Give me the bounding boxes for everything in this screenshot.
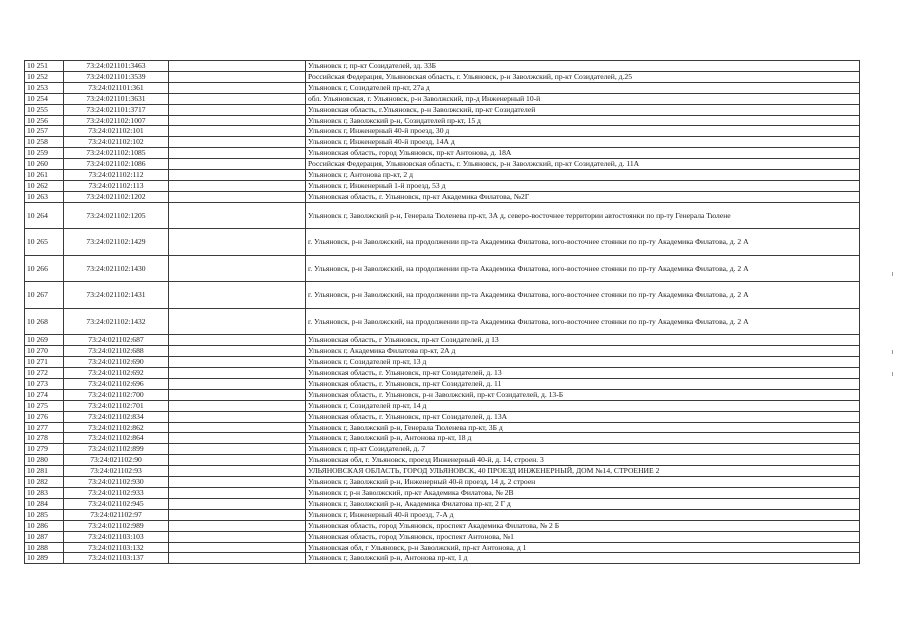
cadastral-number-cell: 73:24:021102:1086: [64, 159, 169, 170]
cadastral-number-cell: 73:24:021102:989: [64, 520, 169, 531]
empty-cell: [169, 148, 306, 159]
row-number-cell: 10 257: [25, 126, 64, 137]
table-row: [25, 126, 860, 137]
empty-cell: [169, 422, 306, 433]
address-cell: Российская Федерация, Ульяновская область, г. Ульяновск, р-н Заволжский, пр-кт Созидателей, д.25: [306, 71, 860, 82]
empty-cell: [169, 115, 306, 126]
row-number-cell: 10 264: [25, 202, 64, 229]
row-number-cell: 10 271: [25, 357, 64, 368]
table-row: [25, 170, 860, 181]
row-number-cell: 10 261: [25, 170, 64, 181]
scan-mark: [892, 350, 893, 354]
table-row: [25, 498, 860, 509]
address-cell: Ульяновская область, город Ульяновск, пр-кт Антонова, д. 18А: [306, 148, 860, 159]
address-cell: Ульяновск г, Заволжский р-н, Созидателей пр-кт, 15 д: [306, 115, 860, 126]
cadastral-number-cell: 73:24:021102:864: [64, 433, 169, 444]
table-row: [25, 148, 860, 159]
table-row: [25, 509, 860, 520]
row-number-cell: 10 253: [25, 82, 64, 93]
row-number-cell: 10 260: [25, 159, 64, 170]
row-number-cell: 10 276: [25, 411, 64, 422]
cadastral-number-cell: 73:24:021102:97: [64, 509, 169, 520]
row-number-cell: 10 255: [25, 104, 64, 115]
empty-cell: [169, 520, 306, 531]
address-cell: Ульяновск г, Заволжский р-н, Генерала Тюленева пр-кт, 3А д, северо-восточнее территории автостоянки по пр-ту Генерала Тюлене: [306, 202, 860, 229]
cadastral-number-cell: 73:24:021102:899: [64, 444, 169, 455]
address-cell: Ульяновская область, г. Ульяновск, пр-кт Академика Филатова, №2Г: [306, 191, 860, 202]
table-row: [25, 346, 860, 357]
row-number-cell: 10 254: [25, 93, 64, 104]
row-number-cell: 10 284: [25, 498, 64, 509]
cadastral-number-cell: 73:24:021102:692: [64, 368, 169, 379]
row-number-cell: 10 283: [25, 487, 64, 498]
row-number-cell: 10 289: [25, 553, 64, 564]
empty-cell: [169, 282, 306, 309]
cadastral-number-cell: 73:24:021101:3463: [64, 61, 169, 72]
table-row: [25, 61, 860, 72]
table-row: [25, 93, 860, 104]
row-number-cell: 10 285: [25, 509, 64, 520]
cadastral-number-cell: 73:24:021102:113: [64, 180, 169, 191]
address-cell: Ульяновск г, Инженерный 40-й проезд, 14А д: [306, 137, 860, 148]
row-number-cell: 10 275: [25, 400, 64, 411]
row-number-cell: 10 288: [25, 542, 64, 553]
row-number-cell: 10 266: [25, 255, 64, 282]
empty-cell: [169, 400, 306, 411]
cadastral-number-cell: 73:24:021103:132: [64, 542, 169, 553]
row-number-cell: 10 274: [25, 389, 64, 400]
cadastral-number-cell: 73:24:021102:1432: [64, 308, 169, 335]
cadastral-number-cell: 73:24:021102:1202: [64, 191, 169, 202]
table-row: [25, 82, 860, 93]
cadastral-number-cell: 73:24:021103:103: [64, 531, 169, 542]
row-number-cell: 10 269: [25, 335, 64, 346]
address-cell: обл. Ульяновская, г. Ульяновск, р-н Заволжский, пр-д Инженерный 10-й: [306, 93, 860, 104]
empty-cell: [169, 61, 306, 72]
empty-cell: [169, 498, 306, 509]
empty-cell: [169, 308, 306, 335]
row-number-cell: 10 259: [25, 148, 64, 159]
row-number-cell: 10 258: [25, 137, 64, 148]
table-row: [25, 191, 860, 202]
empty-cell: [169, 137, 306, 148]
address-cell: г. Ульяновск, р-н Заволжский, на продолжении пр-та Академика Филатова, юго-восточнее стоянки по пр-ту Академика Филатова, д. 2 А: [306, 308, 860, 335]
cadastral-number-cell: 73:24:021102:690: [64, 357, 169, 368]
table-row: [25, 378, 860, 389]
address-cell: Ульяновск г, Заволжский р-н, Антонова пр-кт, 1 д: [306, 553, 860, 564]
empty-cell: [169, 93, 306, 104]
cadastral-number-cell: 73:24:021102:933: [64, 487, 169, 498]
empty-cell: [169, 378, 306, 389]
cadastral-number-cell: 73:24:021101:361: [64, 82, 169, 93]
address-cell: Ульяновская обл, г. Ульяновск, проезд Инженерный 40-й, д. 14, строен. 3: [306, 455, 860, 466]
empty-cell: [169, 202, 306, 229]
row-number-cell: 10 279: [25, 444, 64, 455]
row-number-cell: 10 272: [25, 368, 64, 379]
table-row: [25, 71, 860, 82]
empty-cell: [169, 104, 306, 115]
table-row: [25, 180, 860, 191]
table-row: [25, 357, 860, 368]
table-row: [25, 466, 860, 477]
table-row: [25, 477, 860, 488]
cadastral-number-cell: 73:24:021102:101: [64, 126, 169, 137]
cadastral-number-cell: 73:24:021102:1085: [64, 148, 169, 159]
cadastral-number-cell: 73:24:021102:701: [64, 400, 169, 411]
address-cell: Ульяновск г, Созидателей пр-кт, 13 д: [306, 357, 860, 368]
empty-cell: [169, 531, 306, 542]
table-row: [25, 115, 860, 126]
empty-cell: [169, 477, 306, 488]
empty-cell: [169, 553, 306, 564]
address-cell: Ульяновск г, Инженерный 40-й проезд, 30 д: [306, 126, 860, 137]
address-cell: Ульяновская область, г. Ульяновск, пр-кт Созидателей, д. 11: [306, 378, 860, 389]
table-row: [25, 282, 860, 309]
table-row: [25, 444, 860, 455]
row-number-cell: 10 268: [25, 308, 64, 335]
row-number-cell: 10 267: [25, 282, 64, 309]
empty-cell: [169, 357, 306, 368]
table-row: [25, 422, 860, 433]
row-number-cell: 10 286: [25, 520, 64, 531]
empty-cell: [169, 487, 306, 498]
document-page: [24, 60, 860, 564]
empty-cell: [169, 170, 306, 181]
table-row: [25, 542, 860, 553]
cadastral-number-cell: 73:24:021102:1431: [64, 282, 169, 309]
empty-cell: [169, 509, 306, 520]
address-cell: Ульяновская область, город Ульяновск, проспект Антонова, №1: [306, 531, 860, 542]
row-number-cell: 10 270: [25, 346, 64, 357]
cadastral-number-cell: 73:24:021102:90: [64, 455, 169, 466]
address-cell: г. Ульяновск, р-н Заволжский, на продолжении пр-та Академика Филатова, юго-восточнее стоянки по пр-ту Академика Филатова, д. 2 А: [306, 282, 860, 309]
table-row: [25, 255, 860, 282]
cadastral-number-cell: 73:24:021102:687: [64, 335, 169, 346]
cadastral-table: [24, 60, 860, 564]
cadastral-number-cell: 73:24:021102:930: [64, 477, 169, 488]
address-cell: Ульяновская область, г.Ульяновск, р-н Заволжский, пр-кт Созидателей: [306, 104, 860, 115]
address-cell: УЛЬЯНОВСКАЯ ОБЛАСТЬ, ГОРОД УЛЬЯНОВСК, 40 ПРОЕЗД ИНЖЕНЕРНЫЙ, ДОМ №14, СТРОЕНИЕ 2: [306, 466, 860, 477]
row-number-cell: 10 277: [25, 422, 64, 433]
address-cell: Ульяновская область, г Ульяновск, пр-кт Созидателей, д 13: [306, 335, 860, 346]
address-cell: Ульяновск г, пр-кт Созидателей, д. 7: [306, 444, 860, 455]
address-cell: Ульяновск г, Созидателей пр-кт, 27а д: [306, 82, 860, 93]
table-row: [25, 411, 860, 422]
address-cell: Ульяновск г, Заволжский р-н, Академика Филатова пр-кт, 2 Г д: [306, 498, 860, 509]
empty-cell: [169, 82, 306, 93]
empty-cell: [169, 159, 306, 170]
empty-cell: [169, 180, 306, 191]
address-cell: Ульяновская обл, г Ульяновск, р-н Заволжский, пр-кт Антонова, д 1: [306, 542, 860, 553]
table-row: [25, 137, 860, 148]
empty-cell: [169, 368, 306, 379]
empty-cell: [169, 389, 306, 400]
table-row: [25, 104, 860, 115]
address-cell: Ульяновск г, пр-кт Созидателей, зд. 33Б: [306, 61, 860, 72]
row-number-cell: 10 252: [25, 71, 64, 82]
empty-cell: [169, 191, 306, 202]
address-cell: г. Ульяновск, р-н Заволжский, на продолжении пр-та Академика Филатова, юго-восточнее стоянки по пр-ту Академика Филатова, д. 2 А: [306, 229, 860, 256]
table-row: [25, 335, 860, 346]
cadastral-number-cell: 73:24:021102:688: [64, 346, 169, 357]
row-number-cell: 10 263: [25, 191, 64, 202]
address-cell: Ульяновск г, Антонова пр-кт, 2 д: [306, 170, 860, 181]
row-number-cell: 10 273: [25, 378, 64, 389]
empty-cell: [169, 229, 306, 256]
empty-cell: [169, 542, 306, 553]
scan-mark: [892, 372, 893, 376]
empty-cell: [169, 346, 306, 357]
empty-cell: [169, 126, 306, 137]
table-row: [25, 400, 860, 411]
empty-cell: [169, 255, 306, 282]
row-number-cell: 10 262: [25, 180, 64, 191]
cadastral-number-cell: 73:24:021101:3539: [64, 71, 169, 82]
row-number-cell: 10 287: [25, 531, 64, 542]
cadastral-number-cell: 73:24:021102:1007: [64, 115, 169, 126]
address-cell: Ульяновск г, Заволжский р-н, Генерала Тюленева пр-кт, 3Б д: [306, 422, 860, 433]
address-cell: Ульяновск г, Академика Филатова пр-кт, 2А д: [306, 346, 860, 357]
table-row: [25, 159, 860, 170]
cadastral-number-cell: 73:24:021102:1430: [64, 255, 169, 282]
row-number-cell: 10 256: [25, 115, 64, 126]
cadastral-number-cell: 73:24:021102:834: [64, 411, 169, 422]
row-number-cell: 10 251: [25, 61, 64, 72]
address-cell: Ульяновск г, Созидателей пр-кт, 14 д: [306, 400, 860, 411]
cadastral-number-cell: 73:24:021102:93: [64, 466, 169, 477]
table-row: [25, 308, 860, 335]
table-row: [25, 487, 860, 498]
empty-cell: [169, 466, 306, 477]
table-row: [25, 202, 860, 229]
cadastral-number-cell: 73:24:021102:700: [64, 389, 169, 400]
row-number-cell: 10 282: [25, 477, 64, 488]
address-cell: г. Ульяновск, р-н Заволжский, на продолжении пр-та Академика Филатова, юго-восточнее стоянки по пр-ту Академика Филатова, д. 2 А: [306, 255, 860, 282]
address-cell: Ульяновск г, р-н Заволжский, пр-кт Академика Филатова, № 2В: [306, 487, 860, 498]
cadastral-number-cell: 73:24:021102:696: [64, 378, 169, 389]
empty-cell: [169, 433, 306, 444]
cadastral-number-cell: 73:24:021102:1205: [64, 202, 169, 229]
row-number-cell: 10 265: [25, 229, 64, 256]
cadastral-number-cell: 73:24:021101:3717: [64, 104, 169, 115]
address-cell: Ульяновск г, Инженерный 1-й проезд, 53 д: [306, 180, 860, 191]
empty-cell: [169, 335, 306, 346]
table-row: [25, 389, 860, 400]
table-row: [25, 531, 860, 542]
table-row: [25, 520, 860, 531]
cadastral-number-cell: 73:24:021102:112: [64, 170, 169, 181]
table-row: [25, 553, 860, 564]
row-number-cell: 10 278: [25, 433, 64, 444]
cadastral-number-cell: 73:24:021102:1429: [64, 229, 169, 256]
address-cell: Российская Федерация, Ульяновская область, г. Ульяновск, р-н Заволжский, пр-кт Созидателей, д. 11А: [306, 159, 860, 170]
address-cell: Ульяновская область, г. Ульяновск, р-н Заволжский, пр-кт Созидателей, д. 13-Б: [306, 389, 860, 400]
table-body: [25, 61, 860, 564]
address-cell: Ульяновская область, г. Ульяновск, пр-кт Созидателей, д. 13: [306, 368, 860, 379]
cadastral-number-cell: 73:24:021102:945: [64, 498, 169, 509]
empty-cell: [169, 455, 306, 466]
table-row: [25, 433, 860, 444]
table-row: [25, 229, 860, 256]
address-cell: Ульяновск г, Инженерный 40-й проезд, 7-А д: [306, 509, 860, 520]
address-cell: Ульяновская область, г. Ульяновск, пр-кт Созидателей, д. 13А: [306, 411, 860, 422]
address-cell: Ульяновская область, город Ульяновск, проспект Академика Филатова, № 2 Б: [306, 520, 860, 531]
table-row: [25, 455, 860, 466]
row-number-cell: 10 281: [25, 466, 64, 477]
empty-cell: [169, 71, 306, 82]
cadastral-number-cell: 73:24:021102:862: [64, 422, 169, 433]
cadastral-number-cell: 73:24:021103:137: [64, 553, 169, 564]
cadastral-number-cell: 73:24:021102:102: [64, 137, 169, 148]
table-row: [25, 368, 860, 379]
empty-cell: [169, 411, 306, 422]
row-number-cell: 10 280: [25, 455, 64, 466]
empty-cell: [169, 444, 306, 455]
address-cell: Ульяновск г, Заволжский р-н, Антонова пр-кт, 18 д: [306, 433, 860, 444]
scan-mark: [892, 272, 893, 276]
cadastral-number-cell: 73:24:021101:3631: [64, 93, 169, 104]
address-cell: Ульяновск г, Заволжский р-н, Инженерный 40-й проезд, 14 д, 2 строен: [306, 477, 860, 488]
